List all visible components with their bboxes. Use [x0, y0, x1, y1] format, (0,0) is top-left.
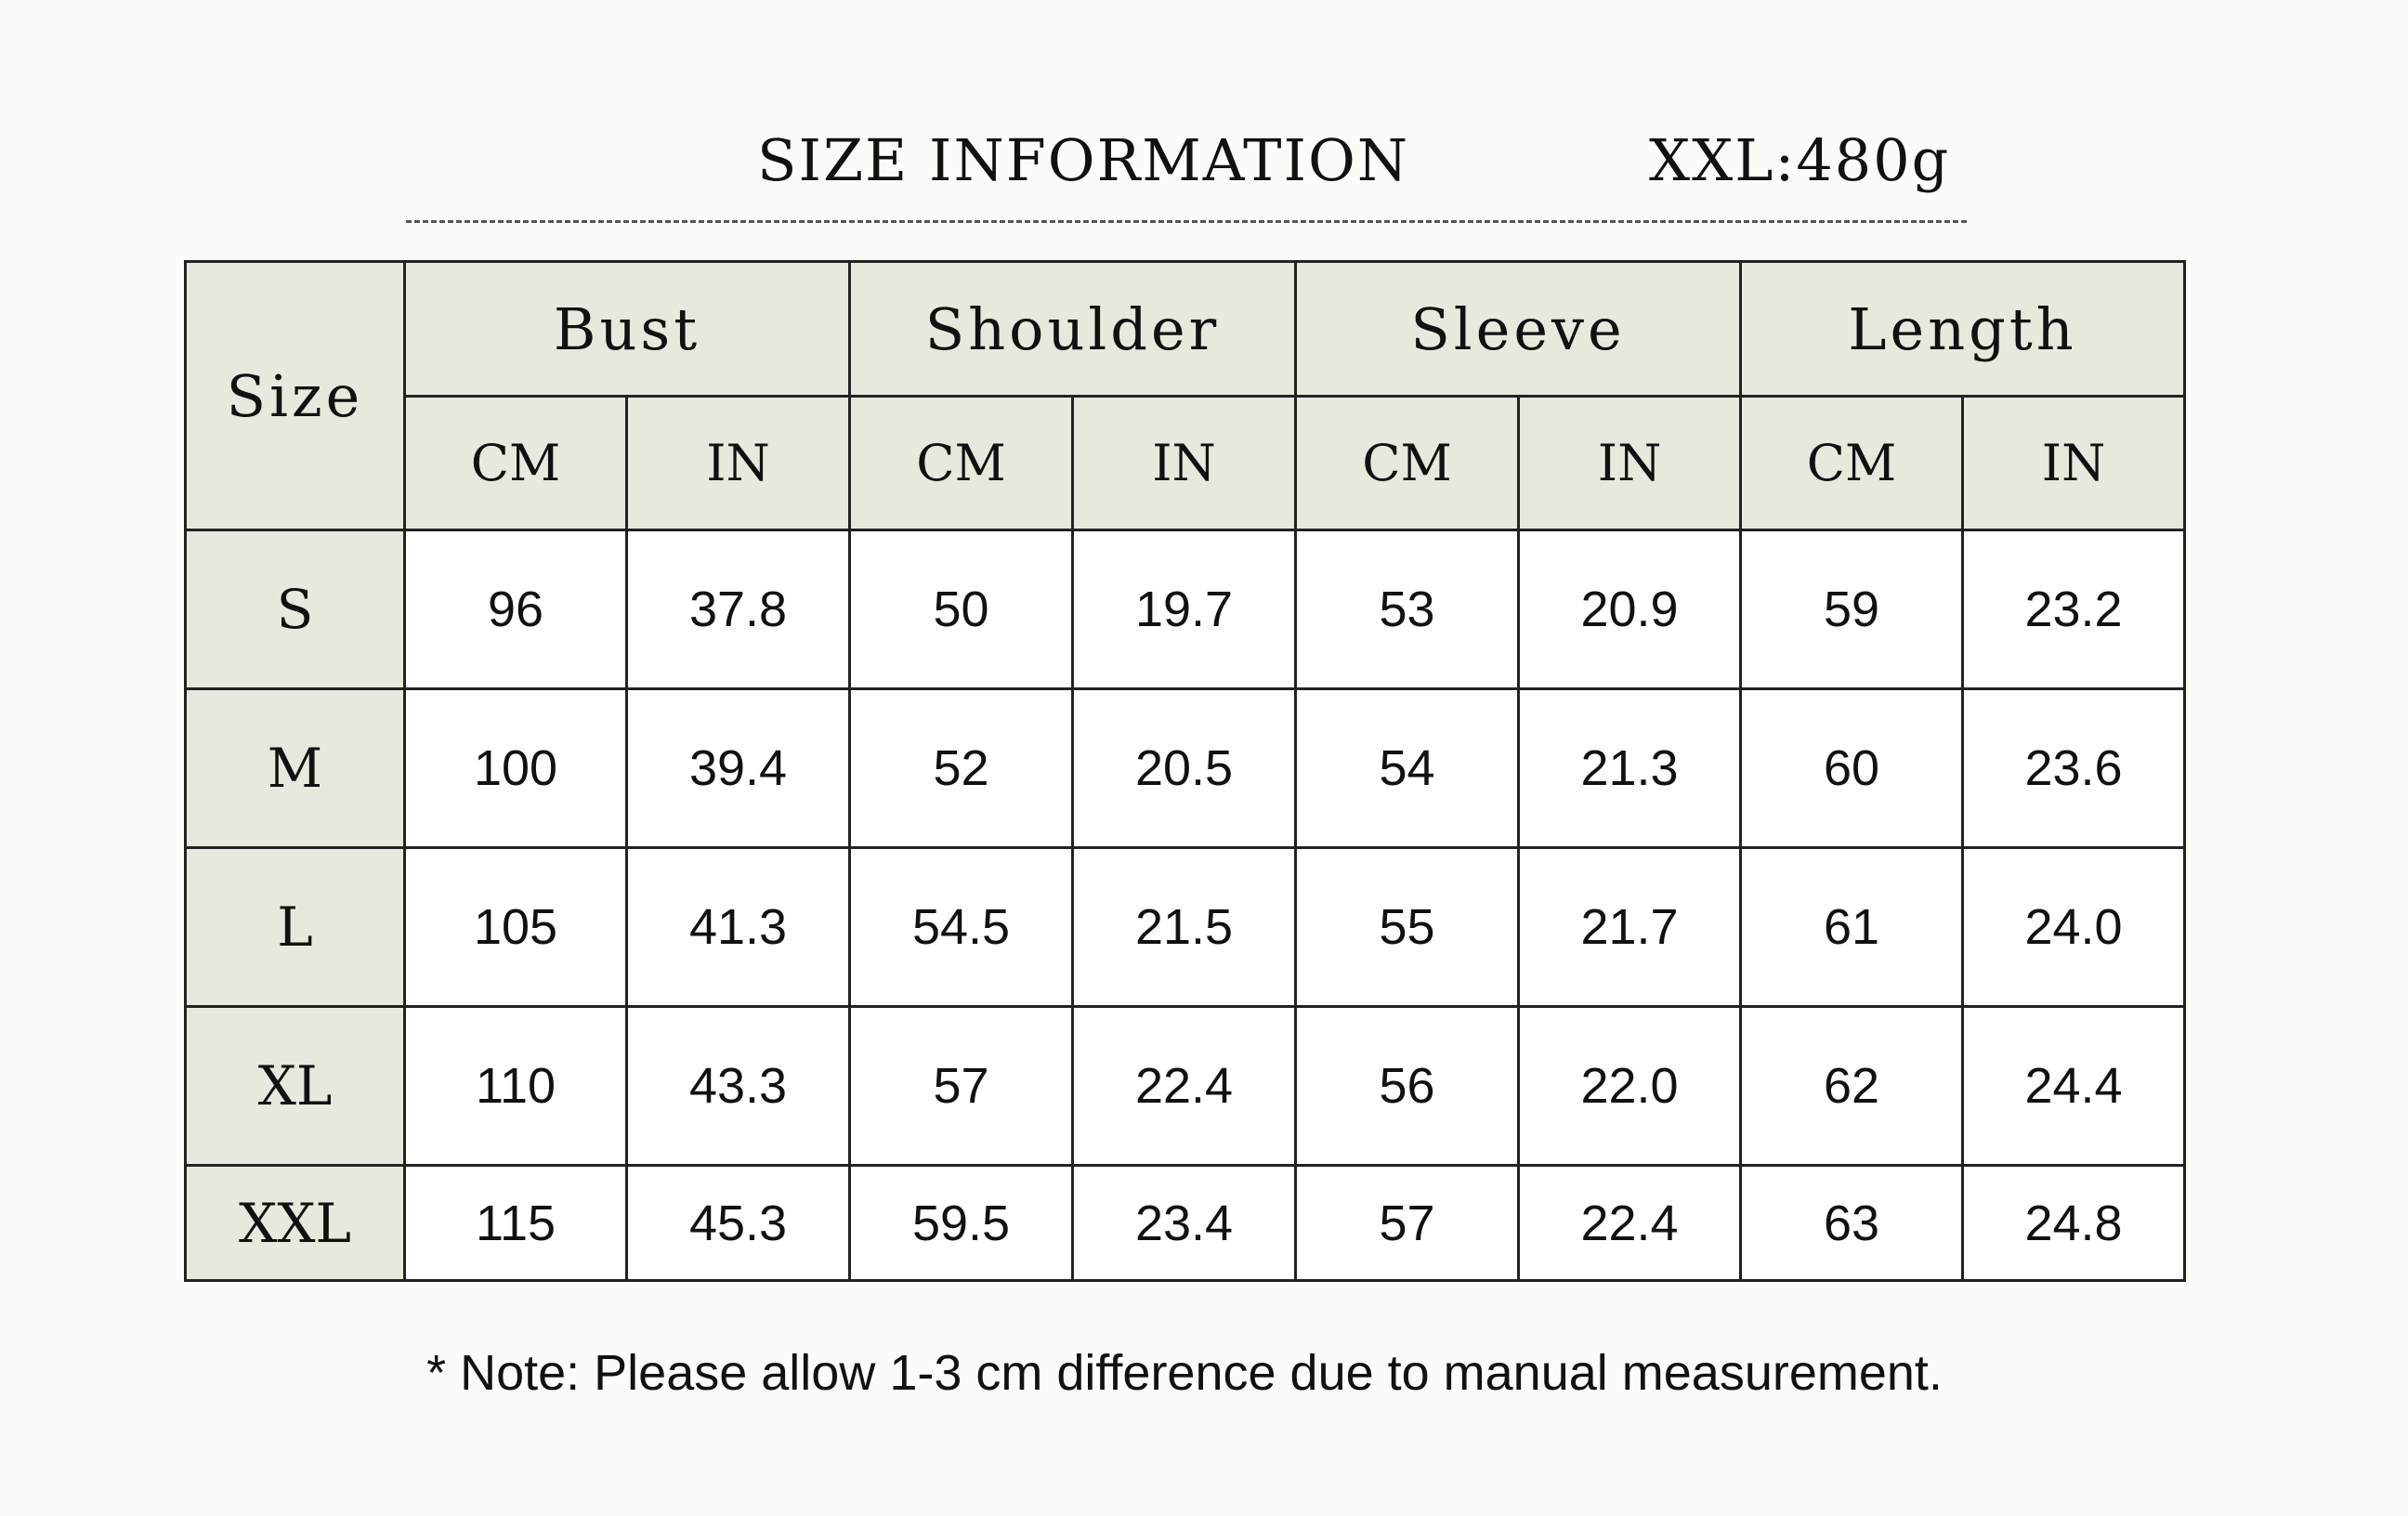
sleeve-in-cell: 22.4	[1519, 1166, 1741, 1281]
bust-in-header: IN	[627, 397, 850, 530]
shoulder-in-cell: 23.4	[1073, 1166, 1296, 1281]
bust-cm-cell: 100	[405, 689, 627, 848]
sleeve-in-cell: 21.3	[1519, 689, 1741, 848]
size-column-header: Size	[186, 262, 405, 530]
dashed-divider	[406, 220, 1967, 223]
length-cm-cell: 63	[1741, 1166, 1963, 1281]
sleeve-cm-cell: 55	[1296, 848, 1519, 1007]
size-cell: L	[186, 848, 405, 1007]
size-table	[184, 260, 2186, 1282]
page-title: SIZE INFORMATION	[757, 126, 1410, 194]
bust-in-cell: 43.3	[627, 1007, 850, 1166]
bust-cm-cell: 115	[405, 1166, 627, 1281]
shoulder-cm-cell: 54.5	[850, 848, 1073, 1007]
length-in-cell: 23.6	[1963, 689, 2185, 848]
table-row	[186, 530, 2185, 689]
measurement-note: * Note: Please allow 1-3 cm difference due to manual measurement.	[426, 1345, 1943, 1401]
sleeve-in-cell: 20.9	[1519, 530, 1741, 689]
size-cell: M	[186, 689, 405, 848]
size-cell: XXL	[186, 1166, 405, 1281]
shoulder-cm-cell: 57	[850, 1007, 1073, 1166]
length-cm-cell: 60	[1741, 689, 1963, 848]
length-header: Length	[1741, 262, 2185, 397]
table-row	[186, 1166, 2185, 1281]
header-row-units	[186, 397, 2185, 530]
sleeve-cm-cell: 54	[1296, 689, 1519, 848]
bust-cm-cell: 96	[405, 530, 627, 689]
shoulder-in-header: IN	[1073, 397, 1296, 530]
bust-cm-cell: 110	[405, 1007, 627, 1166]
size-cell: XL	[186, 1007, 405, 1166]
shoulder-cm-header: CM	[850, 397, 1073, 530]
length-cm-cell: 62	[1741, 1007, 1963, 1166]
sleeve-cm-cell: 53	[1296, 530, 1519, 689]
length-cm-cell: 59	[1741, 530, 1963, 689]
sleeve-in-header: IN	[1519, 397, 1741, 530]
bust-in-cell: 37.8	[627, 530, 850, 689]
weight-label: XXL:480g	[1649, 126, 1951, 194]
table-row	[186, 1007, 2185, 1166]
shoulder-in-cell: 22.4	[1073, 1007, 1296, 1166]
table-row	[186, 689, 2185, 848]
sleeve-cm-header: CM	[1296, 397, 1519, 530]
sleeve-cm-cell: 56	[1296, 1007, 1519, 1166]
sleeve-in-cell: 22.0	[1519, 1007, 1741, 1166]
shoulder-in-cell: 21.5	[1073, 848, 1296, 1007]
length-in-cell: 24.4	[1963, 1007, 2185, 1166]
length-in-cell: 23.2	[1963, 530, 2185, 689]
length-in-cell: 24.8	[1963, 1166, 2185, 1281]
sleeve-header: Sleeve	[1296, 262, 1741, 397]
shoulder-cm-cell: 52	[850, 689, 1073, 848]
size-cell: S	[186, 530, 405, 689]
shoulder-cm-cell: 50	[850, 530, 1073, 689]
bust-in-cell: 41.3	[627, 848, 850, 1007]
sleeve-cm-cell: 57	[1296, 1166, 1519, 1281]
length-in-cell: 24.0	[1963, 848, 2185, 1007]
bust-in-cell: 45.3	[627, 1166, 850, 1281]
shoulder-in-cell: 20.5	[1073, 689, 1296, 848]
shoulder-cm-cell: 59.5	[850, 1166, 1073, 1281]
length-cm-header: CM	[1741, 397, 1963, 530]
length-cm-cell: 61	[1741, 848, 1963, 1007]
sleeve-in-cell: 21.7	[1519, 848, 1741, 1007]
header-row-groups	[186, 262, 2185, 397]
bust-header: Bust	[405, 262, 850, 397]
bust-cm-header: CM	[405, 397, 627, 530]
shoulder-in-cell: 19.7	[1073, 530, 1296, 689]
length-in-header: IN	[1963, 397, 2185, 530]
shoulder-header: Shoulder	[850, 262, 1296, 397]
bust-in-cell: 39.4	[627, 689, 850, 848]
bust-cm-cell: 105	[405, 848, 627, 1007]
table-row	[186, 848, 2185, 1007]
